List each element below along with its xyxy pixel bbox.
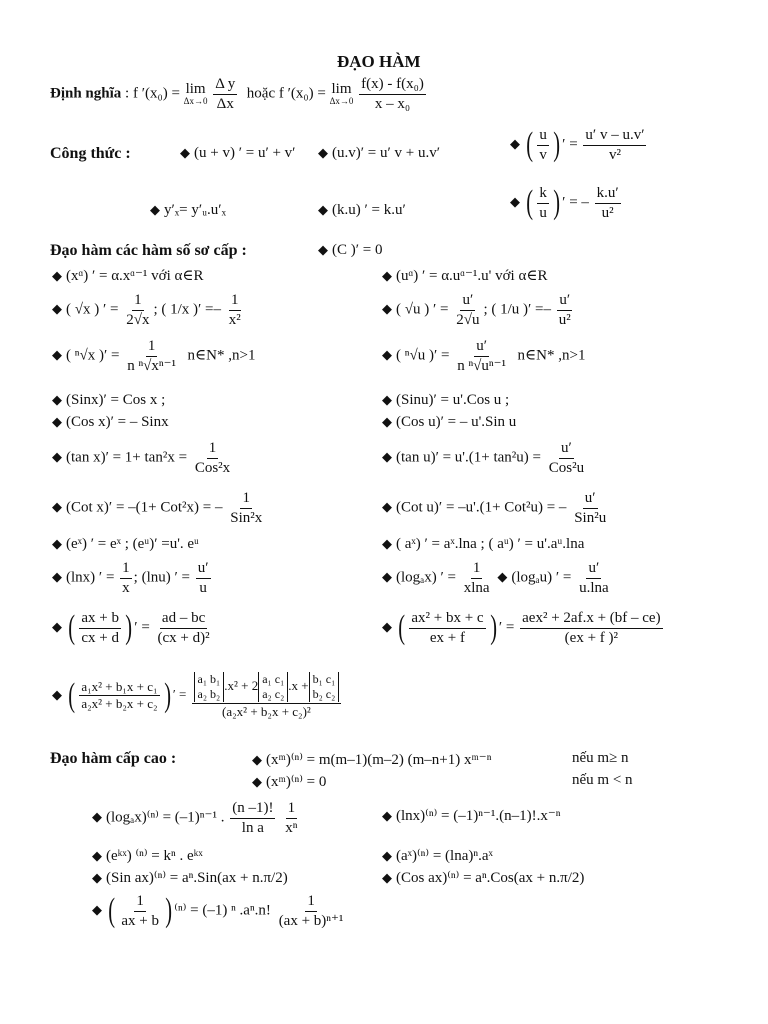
bullet-icon: ◆: [52, 414, 62, 429]
elementary-label: Đạo hàm các hàm số sơ cấp :: [50, 242, 247, 259]
bullet-icon: ◆: [52, 392, 62, 407]
bullet-icon: ◆: [92, 902, 102, 918]
bullet-icon: ◆: [52, 449, 62, 465]
formula-item: ◆ (Cos ax)⁽ⁿ⁾ = aⁿ.Cos(ax + n.π/2): [382, 870, 585, 886]
bullet-icon: ◆: [52, 499, 62, 515]
higher-label: Đạo hàm cấp cao :: [50, 750, 177, 767]
formula-item: ◆ (xᵐ)⁽ⁿ⁾ = 0: [252, 774, 327, 790]
bullet-icon: ◆: [382, 347, 392, 363]
bullet-icon: ◆: [382, 449, 392, 465]
bullet-icon: ◆: [318, 202, 328, 217]
bullet-icon: ◆: [92, 809, 102, 825]
formula-item: ◆ y′ₓ= y′ᵤ.u′ₓ: [150, 202, 226, 218]
formula-item: ◆ (Cos x)′ = – Sinx: [52, 414, 169, 430]
bullet-icon: ◆: [318, 242, 328, 257]
bullet-icon: ◆: [52, 301, 62, 317]
bullet-icon: ◆: [382, 536, 392, 551]
formula-item: ◆ ( √x ) ′ = $\frac{1}{2√x}$ ; ( 1/x )′ =– $\frac{1}{\text{x²}}$: [52, 292, 241, 328]
bullet-icon: ◆: [382, 848, 392, 863]
formula-item: ◆ (eˣ) ′ = eˣ ; (eᵘ)′ =u'. eᵘ: [52, 536, 199, 552]
bullet-icon: ◆: [382, 870, 392, 885]
limit-1: lim Δx→0: [183, 81, 208, 106]
formula-item: ◆ ( √u ) ′ = $\frac{u'}{2√u}$ ; ( 1/u )′ =– $\frac{u'}{\text{u²}}$: [382, 292, 571, 328]
limit-2: lim Δx→0: [329, 81, 354, 106]
bullet-icon: ◆: [252, 752, 262, 767]
bullet-icon: ◆: [510, 194, 520, 210]
formula-item: ◆ (Sin ax)⁽ⁿ⁾ = aⁿ.Sin(ax + n.π/2): [92, 870, 288, 886]
formula-item: ◆ ( $\frac{1}{ax + b}$ ) ⁽ⁿ⁾ = (–1) ⁿ .aⁿ.n! $\frac{1}{\text{(ax + b)ⁿ⁺¹}}$: [92, 892, 344, 929]
formula-item: ◆ (tan u)′ = u'.(1+ tan²u) = $\frac{u'}{\text{Cos²u}}$: [382, 440, 585, 476]
bullet-icon: ◆: [497, 569, 508, 585]
formula-item: ◆ (u + v) ′ = u′ + v′: [180, 145, 296, 161]
formula-item: ◆ (lnx) ′ = $\frac{1}{x}$ ; (lnu) ′ = $\frac{u'}{u}$: [52, 560, 209, 596]
formula-item: ◆ ( $\frac{\text{ax² + bx + c}}{ex + f}$ ) ′ = $\frac{\text{aex² + 2af.x + (bf – ce)}}{\text{(ex + f )²}}$: [382, 609, 661, 646]
bullet-icon: ◆: [382, 619, 392, 635]
definition-row: Định nghĩa : f ′(x₀) = lim Δx→0 $\frac{\text{Δ y}}{\Delta x}$ hoặc f ′(x₀) = lim Δx→0 $\frac{\text{f(x) - f(x₀)}}{\text{x – x₀}}$: [50, 76, 424, 112]
formula-item: ◆ (eᵏˣ) ⁽ⁿ⁾ = kⁿ . eᵏˣ: [92, 848, 203, 864]
bullet-icon: ◆: [52, 686, 62, 702]
bullet-icon: ◆: [382, 808, 392, 823]
bullet-icon: ◆: [52, 569, 62, 585]
bullet-icon: ◆: [52, 619, 62, 635]
formulas-label: Công thức :: [50, 145, 131, 162]
definition-label: Định nghĩa: [50, 85, 122, 102]
bullet-icon: ◆: [382, 499, 392, 515]
bullet-icon: ◆: [92, 848, 102, 863]
formula-item: ◆ ( $\frac{\text{a₁x² + b₁x + c₁}}{\text{a₂x² + b₂x + c₂}}$ ) ′ = a₁ b₁ a₂ b₂.x² + 2 a₁ c₁ a₂ c₂.x + b₁ c₁ b₂ c₂ (a₂x² + b₂x + c₂)²: [52, 672, 343, 719]
formula-item: ◆ (Sinu)′ = u'.Cos u ;: [382, 392, 510, 408]
bullet-icon: ◆: [92, 870, 102, 885]
page-title: ĐẠO HÀM: [337, 52, 421, 71]
formula-item: ◆ (xᵐ)⁽ⁿ⁾ = m(m–1)(m–2) (m–n+1) xᵐ⁻ⁿ: [252, 752, 492, 768]
formula-item: ◆ ( ⁿ√x )′ = $\frac{1}{\text{n ⁿ√xⁿ⁻¹}}$ n∈N* ,n>1: [52, 338, 256, 374]
bullet-icon: ◆: [52, 347, 62, 363]
bullet-icon: ◆: [52, 268, 62, 283]
condition-text: nếu m≥ n: [572, 750, 629, 766]
formula-item: ◆ (uᵅ) ′ = α.uᵅ⁻¹.u' với α∈R: [382, 268, 548, 284]
definition-left: : f ′(x₀) =: [125, 85, 180, 102]
or-text: hoặc: [246, 85, 276, 102]
bullet-icon: ◆: [382, 301, 392, 317]
formula-item: ◆ (tan x)′ = 1+ tan²x = $\frac{1}{\text{Cos²x}}$: [52, 440, 231, 476]
formula-item: ◆ (Sinx)′ = Cos x ;: [52, 392, 166, 408]
formula-item: ◆ (Cot u)′ = –u'.(1+ Cot²u) = – $\frac{u'}{\text{Sin²u}}$: [382, 490, 607, 526]
formula-item: ◆ (xᵅ) ′ = α.xᵅ⁻¹ với α∈R: [52, 268, 204, 284]
formula-item: ◆ ( ⁿ√u )′ = $\frac{u'}{\text{n ⁿ√uⁿ⁻¹}}$ n∈N* ,n>1: [382, 338, 586, 374]
formula-item: ◆ ( aˣ) ′ = aˣ.lna ; ( aᵘ) ′ = u'.aᵘ.lna: [382, 536, 585, 552]
bullet-icon: ◆: [318, 145, 328, 160]
fraction: $\frac{\text{Δ y}}{\Delta x}$: [215, 76, 236, 112]
condition-text: nếu m < n: [572, 772, 633, 788]
bullet-icon: ◆: [180, 145, 190, 160]
formula-item: ◆ (aˣ)⁽ⁿ⁾ = (lna)ⁿ.aˣ: [382, 848, 493, 864]
formula-item: ◆ ( $\frac{k}{u}$ ) ′ = – $\frac{k.u'}{\text{u²}}$: [510, 184, 619, 221]
formula-item: ◆ (C )′ = 0: [318, 242, 383, 258]
bullet-icon: ◆: [382, 414, 392, 429]
formula-item: ◆ ( $\frac{u}{v}$ ) ′ = $\frac{u' v - u.v'}{\text{v²}}$: [510, 126, 645, 163]
fraction: $\frac{\text{f(x) - f(x₀)}}{\text{x – x₀}}$: [361, 76, 424, 112]
determinant: b₁ c₁ b₂ c₂: [309, 672, 340, 702]
formula-item: ◆ (logₐx)⁽ⁿ⁾ = (–1)ⁿ⁻¹ . $\frac{(n -1)!}{\text{ln a}}$ $\frac{1}{\text{xⁿ}}$: [92, 800, 298, 836]
formula-item: ◆ (u.v)′ = u′ v + u.v′: [318, 145, 441, 161]
formula-item: ◆ (logₐx) ′ = $\frac{1}{xlna}$ ◆ (logₐu) ′ = $\frac{u'}{u.\ln a}$: [382, 560, 609, 596]
formula-item: ◆ (k.u) ′ = k.u′: [318, 202, 406, 218]
bullet-icon: ◆: [382, 268, 392, 283]
bullet-icon: ◆: [150, 202, 160, 217]
determinant: a₁ c₁ a₂ c₂: [258, 672, 288, 702]
determinant: a₁ b₁ a₂ b₂: [194, 672, 225, 702]
bullet-icon: ◆: [252, 774, 262, 789]
formula-item: ◆ (lnx)⁽ⁿ⁾ = (–1)ⁿ⁻¹.(n–1)!.x⁻ⁿ: [382, 808, 561, 824]
bullet-icon: ◆: [510, 136, 520, 152]
formula-item: ◆ ( $\frac{ax + b}{cx + d}$ ) ′ = $\frac{ad - bc}{\text{(cx + d)²}}$: [52, 609, 210, 646]
bullet-icon: ◆: [52, 536, 62, 551]
bullet-icon: ◆: [382, 392, 392, 407]
formula-item: ◆ (Cot x)′ = –(1+ Cot²x) = – $\frac{1}{\text{Sin²x}}$: [52, 490, 263, 526]
bullet-icon: ◆: [382, 569, 392, 585]
formula-item: ◆ (Cos u)′ = – u'.Sin u: [382, 414, 517, 430]
